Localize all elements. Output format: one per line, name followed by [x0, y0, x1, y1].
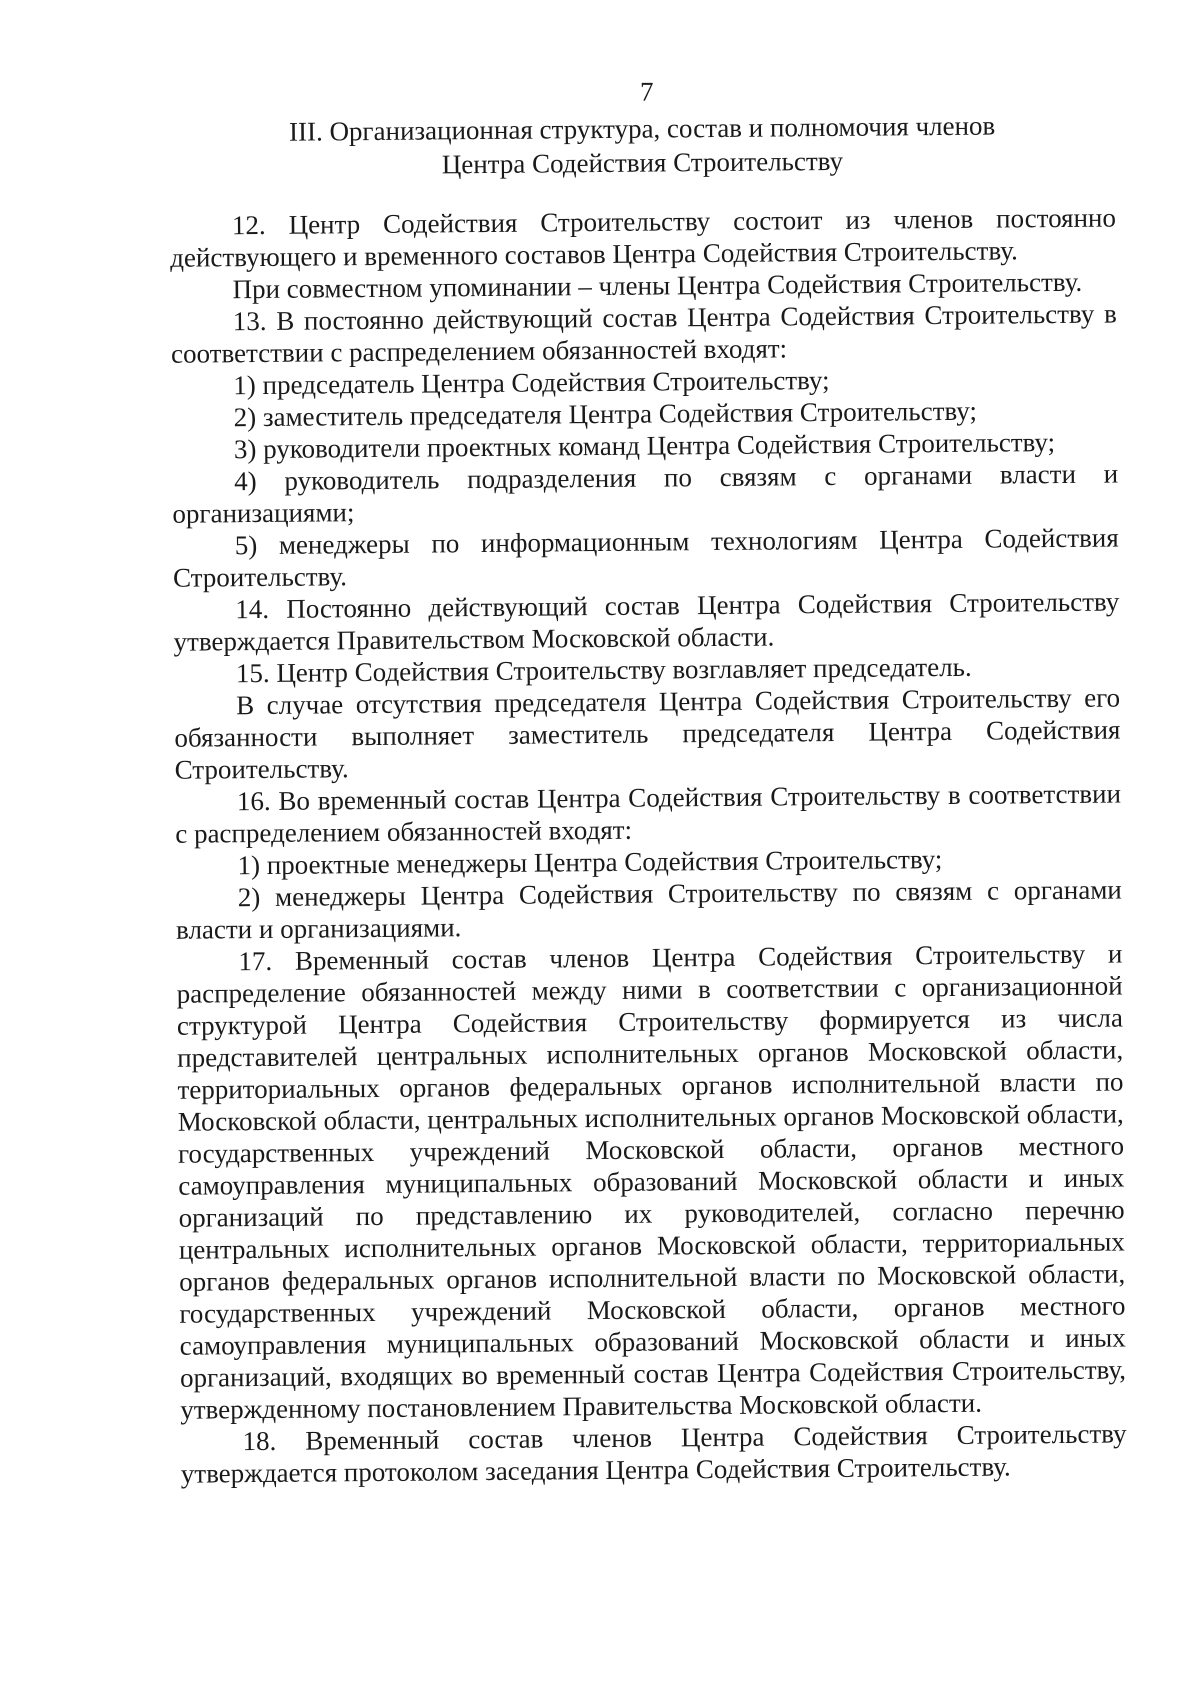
paragraph-13-item-1: 1) председатель Центра Содействия Строительству; [233, 365, 830, 401]
paragraph-12-note: При совместном упоминании – члены Центра Содействия Строительству. [232, 266, 1083, 305]
paragraph-13-item-3: 3) руководители проектных команд Центра Содействия Строительству; [233, 427, 1056, 465]
paragraph-12: 12. Центр Содействия Строительству состоит из членов постоянно действующего и временного составов Центра Содействия Строительству. [170, 202, 1117, 273]
paragraph-16: 16. Во временный состав Центра Содействия Строительству в соответствии с распределением обязанностей входят: [175, 778, 1122, 849]
paragraph-13-item-2: 2) заместитель председателя Центра Содействия Строительству; [233, 395, 978, 433]
paragraph-13: 13. В постоянно действующий состав Центра Содействия Строительству в соответствии с распределением обязанностей входят: [170, 298, 1117, 369]
paragraph-14: 14. Постоянно действующий состав Центра Содействия Строительству утверждается Правительством Московской области. [173, 586, 1120, 657]
section-title-line-2: Центра Содействия Строительству [441, 145, 844, 180]
paragraph-15: 15. Центр Содействия Строительству возглавляет председатель. [235, 651, 972, 689]
paragraph-13-item-5: 5) менеджеры по информационным технологиям Центра Содействия Строительству. [172, 522, 1119, 593]
paragraph-17: 17. Временный состав членов Центра Содействия Строительству и распределение обязанностей между ними в соответствии с организационной структурой Центра Содействия Строительству формируется из числа представителей центральных исполнительных органов Московской области, территориальных органов федеральных органов исполнительной власти по Московской области, центральных исполнительных органов Московской области, государственных учреждений Московской области, органов местного самоуправления муниципальных образований Московской области и иных организаций по представлению их руководителей, согласно перечню центральных исполнительных органов Московской области, территориальных органов федеральных органов исполнительной власти по Московской области, государственных учреждений Московской области, органов местного самоуправления муниципальных образований Московской области и иных организаций, входящих во временный состав Центра Содействия Строительству, утвержденному постановлением Правительства Московской области. [176, 938, 1127, 1425]
section-title-line-1: III. Организационная структура, состав и полномочия членов [288, 110, 996, 147]
paragraph-13-item-4: 4) руководитель подразделения по связям с органами власти и организациями; [172, 458, 1119, 529]
paragraph-15-note: В случае отсутствия председателя Центра Содействия Строительству его обязанности выполняет заместитель председателя Центра Содействия Строительству. [174, 682, 1121, 785]
paragraph-16-item-1: 1) проектные менеджеры Центра Содействия Строительству; [237, 844, 943, 881]
section-title [169, 108, 1116, 184]
paragraph-16-item-2: 2) менеджеры Центра Содействия Строительству по связям с органами власти и организациями. [175, 874, 1122, 945]
page-number: 7 [639, 76, 654, 107]
paragraph-18: 18. Временный состав членов Центра Содействия Строительству утверждается протоколом заседания Центра Содействия Строительству. [180, 1418, 1127, 1489]
